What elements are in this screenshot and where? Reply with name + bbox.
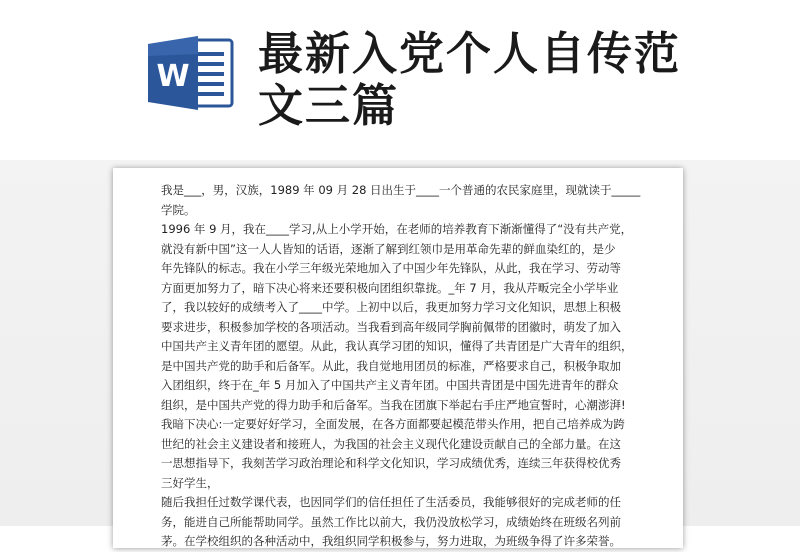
body-line: 就没有新中国”这一人人皆知的话语，逐渐了解到红领巾是用革命先辈的鲜血染红的，是少 (161, 241, 616, 256)
body-line: 了，我以较好的成绩考入了____中学。上初中以后，我更加努力学习文化知识，思想上积极 (161, 300, 621, 314)
svg-text:W: W (156, 59, 190, 94)
body-line: 世纪的社会主义建设者和接班人，为我国的社会主义现代化建设贡献自己的全部力量。在这 (161, 436, 621, 451)
document-title (258, 28, 778, 132)
body-line: 方面更加努力了，暗下决心将来还要积极向团组织靠拢。_年 7 月，我从芹畈完全小学毕业 (161, 280, 619, 295)
body-line: 要求进步，积极参加学校的各项活动。当我看到高年级同学胸前佩带的团徽时，萌发了加入 (161, 319, 621, 334)
header-banner (0, 0, 800, 160)
body-line: 三好学生， (161, 475, 219, 490)
body-line: 组织，是中国共产党的得力助手和后备军。当我在团旗下举起右手庄严地宣誓时，心潮澎湃! (161, 397, 626, 412)
body-line: 1996 年 9 月，我在____学习,从上小学开始，在老师的培养教育下渐渐懂得了“没有共产党， (161, 222, 633, 236)
body-line: 是中国共产党的助手和后备军。从此，我自觉地用团员的标准，严格要求自己，积极争取加 (161, 358, 621, 373)
body-line: 茅。在学校组织的各种活动中，我组织同学积极参与，努力进取，为班级争得了许多荣誉。 (161, 534, 621, 548)
body-line: 随后我担任过数学课代表，也因同学们的信任担任了生活委员，我能够很好的完成老师的任 (161, 495, 621, 509)
body-line: 务，能进自己所能帮助同学。虽然工作比以前大，我仍没放松学习，成绩始终在班级名列前 (161, 514, 621, 529)
body-line: 我是___，男，汉族，1989 年 09 月 28 日出生于____一个普通的农民家庭里，现就读于_____ (161, 183, 641, 197)
word-document-icon (146, 34, 236, 112)
document-page (113, 168, 683, 548)
body-line: 学院。 (161, 202, 196, 217)
body-line: 一思想指导下，我刻苦学习政治理论和科学文化知识，学习成绩优秀，连续三年获得校优秀 (161, 456, 621, 470)
body-line: 入团组织，终于在_年 5 月加入了中国共产主义青年团。中国共青团是中国先进青年的群众 (161, 378, 619, 392)
document-body (161, 181, 641, 552)
title-line-2: 文三篇 (258, 79, 400, 132)
title-line-1: 最新入党个人自传范 (258, 27, 682, 80)
body-line: 年先锋队的标志。我在小学三年级光荣地加入了中国少年先锋队，从此，我在学习、劳动等 (161, 261, 621, 275)
body-line: 中国共产主义青年团的愿望。从此，我认真学习团的知识，懂得了共青团是广大青年的组织， (161, 339, 633, 353)
body-line: 我暗下决心:一定要好好学习，全面发展，在各方面都要起模范带头作用，把自己培养成为跨 (161, 417, 625, 431)
